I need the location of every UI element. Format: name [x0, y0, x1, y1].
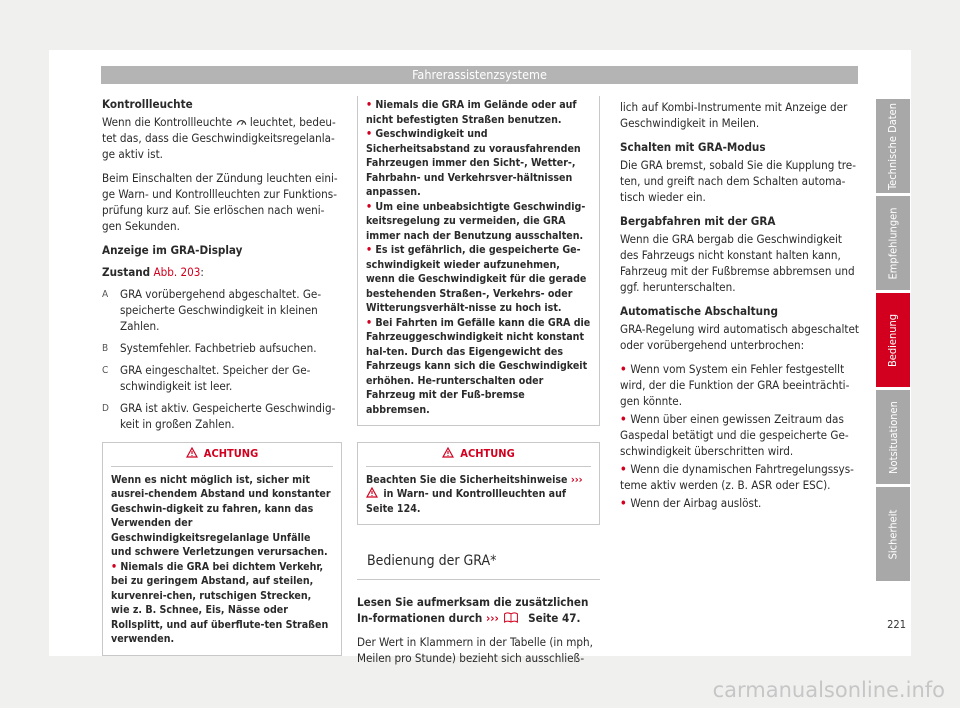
tab-label: Sicherheit	[886, 509, 900, 559]
intro-arrows-link[interactable]: ›››	[485, 611, 499, 625]
warning-triangle-icon	[186, 447, 198, 458]
state-row-a	[102, 286, 342, 334]
state-text: Systemfehler. Fachbetrieb aufsuchen.	[120, 341, 317, 355]
intro-seite: Seite 47.	[528, 611, 581, 625]
warning-box-1	[102, 442, 342, 656]
kontroll-text-b: leuchtet, bedeu-tet das, dass die Geschwindigkeitsregelanla-ge aktiv ist.	[102, 115, 336, 161]
book-icon	[503, 612, 519, 623]
tab-label: Empfehlungen	[886, 207, 900, 279]
auto-text: GRA-Regelung wird automatisch abgeschaltet oder vorübergehend unterbrochen:	[620, 322, 860, 352]
column-2	[357, 96, 600, 674]
zustand-label: Zustand	[102, 265, 151, 279]
auto-bullet-text: Wenn die dynamischen Fahrtregelungssys-teme aktiv werden (z. B. ASR oder ESC).	[620, 462, 854, 492]
modus-text: Die GRA bremst, sobald Sie die Kupplung tre-ten, und greift nach dem Schalten automa-tisch wieder ein.	[620, 158, 856, 204]
state-text: GRA ist aktiv. Gespeicherte Geschwindig-keit in großen Zahlen.	[120, 401, 336, 431]
column-1	[102, 96, 342, 656]
auto-bullet	[620, 361, 860, 409]
warn-bullet-text: Es ist gefährlich, die gespeicherte Ge-schwindigkeit wieder aufzunehmen, wenn die Geschwindigkeit für die gerade bestehenden Straßen-, Verkehrs- oder Witterungsverhält-nisse zu hoch ist.	[366, 244, 587, 314]
zustand-ref-link[interactable]: Abb. 203	[153, 265, 201, 279]
auto-bullet	[620, 495, 860, 511]
bullet-dot: •	[111, 560, 121, 573]
bullet-dot: •	[366, 99, 376, 111]
zustand-line	[102, 264, 342, 280]
state-row-d	[102, 400, 342, 432]
state-letter: A	[102, 289, 109, 300]
warning-body	[358, 467, 599, 525]
tab-empfehlungen[interactable]	[876, 196, 910, 290]
bullet-dot: •	[620, 412, 631, 426]
warn-bullet	[366, 243, 591, 316]
bullet-dot: •	[366, 316, 376, 329]
tab-bedienung[interactable]	[876, 293, 910, 387]
table-text: Der Wert in Klammern in der Tabelle (in mph, Meilen pro Stunde) bezieht sich ausschließ-	[357, 635, 593, 665]
warning-body	[103, 467, 341, 655]
auto-bullet-text: Wenn der Airbag auslöst.	[630, 496, 762, 510]
warning-box-1-continued	[357, 96, 600, 426]
warn-bullet	[366, 98, 591, 127]
berg-title: Bergabfahren mit der GRA	[620, 214, 776, 228]
state-letter: B	[102, 343, 109, 354]
einschalt-text: Beim Einschalten der Zündung leuchten eini-ge Warn- und Kontrollleuchten zur Funktions-prüfung kurz auf. Sie erlöschen nach weni-gen Sekunden.	[102, 171, 338, 233]
warning2-text-a: Beachten Sie die Sicherheitshinweise	[366, 473, 568, 486]
auto-bullet-text: Wenn vom System ein Fehler festgestellt wird, der die Funktion der GRA beeinträchti-gen könnte.	[620, 362, 850, 408]
auto-title: Automatische Abschaltung	[620, 304, 778, 318]
state-text: GRA eingeschaltet. Speicher der Ge-schwindigkeit ist leer.	[120, 363, 311, 393]
warn-bullet-text: Niemals die GRA im Gelände oder auf nicht befestigten Straßen benutzen.	[366, 99, 577, 126]
bullet-dot: •	[366, 128, 376, 140]
modus-title: Schalten mit GRA-Modus	[620, 140, 766, 154]
speedometer-lamp-icon	[236, 117, 247, 127]
warn-bullet-text: Um eine unbeabsichtigte Geschwindig-keitsregelung zu vermeiden, die GRA immer nach der Benutzung ausschalten.	[366, 200, 586, 242]
warning-head	[111, 443, 333, 467]
intro-text	[357, 594, 600, 626]
warning-bullet-text: Niemals die GRA bei dichtem Verkehr, bei zu geringem Abstand, auf steilen, kurvenrei-chen, rutschigen Strecken, wie z. B. Schnee, Eis, Nässe oder Rollsplitt, und auf überflute-ten Straßen verwenden.	[111, 560, 329, 645]
tab-sicherheit[interactable]	[876, 487, 910, 581]
zustand-colon: :	[200, 265, 204, 279]
state-letter: D	[102, 403, 109, 414]
column-3	[620, 99, 860, 513]
intro-text-a: Lesen Sie aufmerksam die zusätzlichen In-formationen durch	[357, 595, 589, 625]
warning-head-label: ACHTUNG	[460, 447, 515, 460]
auto-bullet	[620, 411, 860, 459]
section-title: Bedienung der GRA*	[357, 553, 600, 580]
warning-box-2	[357, 442, 600, 525]
bullet-dot: •	[620, 462, 631, 476]
kontroll-text-a: Wenn die Kontrollleuchte	[102, 115, 233, 129]
warning2-text-b: in Warn- und Kontrollleuchten auf Seite 124.	[366, 488, 567, 515]
state-text: GRA vorübergehend abgeschaltet. Ge-speicherte Geschwindigkeit in kleinen Zahlen.	[120, 287, 322, 333]
berg-text: Wenn die GRA bergab die Geschwindigkeit des Fahrzeugs nicht konstant halten kann, Fahrzeug mit der Fußbremse abbremsen und ggf. herunterschalten.	[620, 232, 855, 294]
warning-triangle-icon	[366, 487, 378, 498]
chapter-header: Fahrerassistenzsysteme	[101, 66, 858, 84]
state-letter: C	[102, 365, 109, 376]
auto-bullet	[620, 461, 860, 493]
cont-text: lich auf Kombi-Instrumente mit Anzeige der Geschwindigkeit in Meilen.	[620, 100, 848, 130]
bullet-dot: •	[620, 362, 631, 376]
warning-bullet	[111, 560, 333, 647]
warning2-text	[366, 473, 591, 517]
warn-bullet-text: Geschwindigkeit und Sicherheitsabstand zu vorausfahrenden Fahrzeugen immer den Sicht-, Wetter-, Fahrbahn- und Verkehrsver-hältnissen anpassen.	[366, 128, 581, 198]
warning-body-continued	[358, 96, 599, 425]
kontroll-text	[102, 114, 342, 162]
tab-technische-daten[interactable]	[876, 99, 910, 193]
warning2-arrows-link[interactable]: ›››	[570, 473, 583, 486]
warning-head	[366, 443, 591, 467]
warn-bullet	[366, 127, 591, 200]
state-row-c	[102, 362, 342, 394]
tab-label: Technische Daten	[886, 102, 900, 190]
warning-head-label: ACHTUNG	[203, 447, 259, 460]
warn-bullet-text: Bei Fahrten im Gefälle kann die GRA die Fahrzeuggeschwindigkeit nicht konstant hal-ten. Durch das Eigengewicht des Fahrzeugs kann sich die Geschwindigkeit erhöhen. He-runterschalten oder Fahrzeug mit der Fuß-bremse abbremsen.	[366, 316, 591, 416]
display-title: Anzeige im GRA-Display	[102, 243, 243, 257]
warning-intro: Wenn es nicht möglich ist, sicher mit ausrei-chendem Abstand und konstanter Geschwin-digkeit zu fahren, kann das Verwenden der Geschwindigkeitsregelanlage Unfälle und schwere Verletzungen verursachen.	[111, 473, 331, 558]
bullet-dot: •	[366, 244, 376, 256]
kontroll-title: Kontrollleuchte	[102, 97, 193, 111]
bullet-dot: •	[620, 496, 631, 510]
warning-triangle-icon	[442, 447, 454, 458]
warn-bullet	[366, 200, 591, 244]
tab-notsituationen[interactable]	[876, 390, 910, 484]
bullet-dot: •	[366, 200, 376, 213]
tab-label: Bedienung	[886, 313, 900, 367]
page-number: 221	[887, 618, 906, 631]
auto-bullet-text: Wenn über einen gewissen Zeitraum das Gaspedal betätigt und die gespeicherte Ge-schwindigkeit überschritten wird.	[620, 412, 849, 458]
warn-bullet	[366, 316, 591, 418]
watermark: carmanualsonline.info	[712, 678, 945, 702]
tab-label: Notsituationen	[886, 400, 900, 474]
state-row-b	[102, 340, 342, 356]
